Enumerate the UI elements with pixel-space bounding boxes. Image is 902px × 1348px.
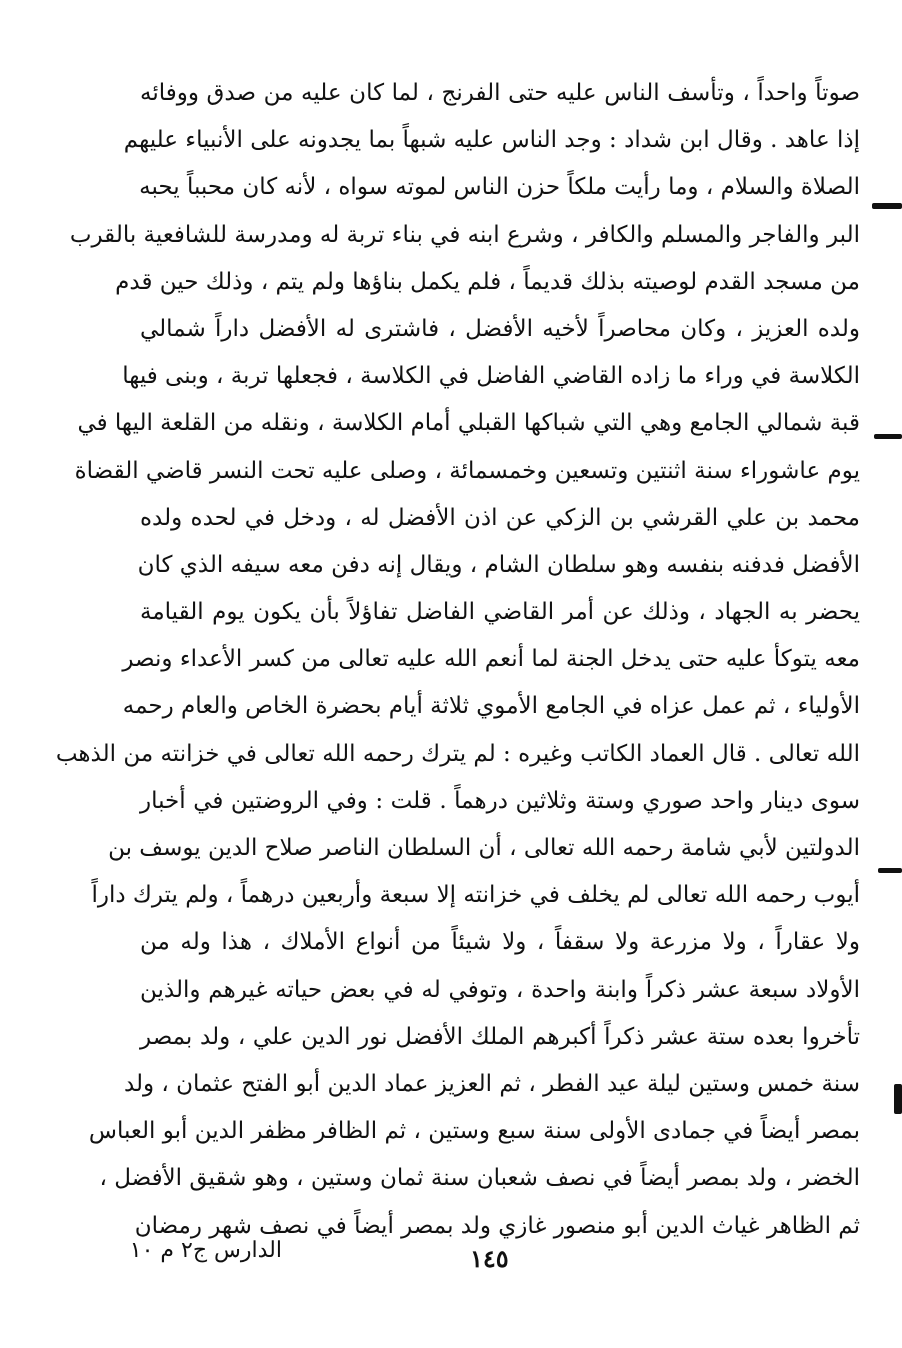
margin-mark [872,203,902,209]
text-line: إذا عاهد . وقال ابن شداد : وجد الناس عليه شبهاً بما يجدونه على الأنبياء عليهم [123,127,860,154]
text-line: أيوب رحمه الله تعالى لم يخلف في خزانته إلا سبعة وأربعين درهماً ، ولم يترك داراً [91,882,860,909]
text-line: صوتاً واحداً ، وتأسف الناس عليه حتى الفرنج ، لما كان عليه من صدق ووفائه [140,80,860,106]
text-line: محمد بن علي القرشي بن الزكي عن اذن الأفضل له ، ودخل في لحده ولده [140,504,860,531]
text-line: سنة خمس وستين ليلة عيد الفطر ، ثم العزيز عماد الدين أبو الفتح عثمان ، ولد [123,1070,860,1097]
text-line: الأولياء ، ثم عمل عزاه في الجامع الأموي ثلاثة أيام بحضرة الخاص والعام رحمه [122,693,860,720]
text-line: الخضر ، ولد بمصر أيضاً في نصف شعبان سنة ثمان وستين ، وهو شقيق الأفضل ، [99,1165,860,1192]
margin-mark [878,868,902,873]
text-line: البر والفاجر والمسلم والكافر ، وشرع ابنه في بناء تربة له ومدرسة للشافعية بالقرب [69,221,860,248]
text-line: ولا عقاراً ، ولا مزرعة ولا سقفاً ، ولا شيئاً من أنواع الأملاك ، هذا وله من [140,929,860,956]
text-line: الدولتين لأبي شامة رحمه الله تعالى ، أن السلطان الناصر صلاح الدين يوسف بن [108,835,860,861]
text-line: تأخروا بعده ستة عشر ذكراً أكبرهم الملك الأفضل نور الدين علي ، ولد بمصر [140,1023,860,1050]
text-line: الأفضل فدفنه بنفسه وهو سلطان الشام ، ويقال إنه دفن معه سيفه الذي كان [137,551,860,578]
text-line: الأولاد سبعة عشر ذكراً وابنة واحدة ، وتوفي له في بعض حياته غيرهم والذين [140,976,860,1003]
margin-mark [894,1084,902,1114]
body-text [55,70,860,1250]
page-number: ١٤٥ [470,1244,509,1273]
text-line: ولده العزيز ، وكان محاصراً لأخيه الأفضل ، فاشترى له الأفضل داراً شمالي [140,315,860,342]
margin-mark [874,434,902,439]
text-line: يوم عاشوراء سنة اثنتين وتسعين وخمسمائة ، وصلى عليه تحت النسر قاضي القضاة [74,457,860,484]
text-line: الله تعالى . قال العماد الكاتب وغيره : لم يترك رحمه الله تعالى في خزانته من الذهب [55,740,860,767]
text-line: الكلاسة في وراء ما زاده القاضي الفاضل في الكلاسة ، فجعلها تربة ، وبنى فيها [122,363,860,390]
text-line: ثم الظاهر غياث الدين أبو منصور غازي ولد بمصر أيضاً في نصف شهر رمضان [134,1212,860,1239]
text-line: معه يتوكأ عليه حتى يدخل الجنة لما أنعم الله عليه تعالى من كسر الأعداء ونصر [122,646,860,673]
text-line: يحضر به الجهاد ، وذلك عن أمر القاضي الفاضل تفاؤلاً بأن يكون يوم القيامة [140,599,860,626]
text-line: بمصر أيضاً في جمادى الأولى سنة سبع وستين ، ثم الظافر مظفر الدين أبو العباس [88,1118,860,1145]
footer-signature: الدارس ج٢ م ١٠ [129,1238,282,1263]
text-line: من مسجد القدم لوصيته بذلك قديماً ، فلم يكمل بناؤها ولم يتم ، وذلك حين قدم [115,268,860,295]
text-line: الصلاة والسلام ، وما رأيت ملكاً حزن الناس لموته سواه ، لأنه كان محبباً يحبه [139,174,860,201]
text-line: قبة شمالي الجامع وهي التي شباكها القبلي أمام الكلاسة ، ونقله من القلعة اليها في [77,410,860,437]
page-footer [0,1232,902,1282]
text-line: سوى دينار واحد صوري وستة وثلاثين درهماً . قلت : وفي الروضتين في أخبار [140,787,860,814]
